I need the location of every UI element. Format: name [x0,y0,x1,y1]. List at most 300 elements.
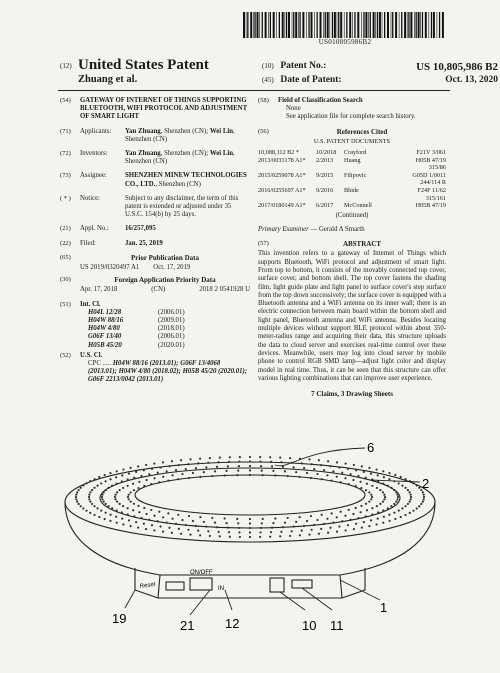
perforation-dot [407,503,409,505]
perforation-dot [260,465,262,467]
perforation-dot [311,463,313,465]
perforation-dot [116,501,118,503]
int-cl-item [88,317,250,325]
perforation-dot [359,481,361,483]
perforation-dot [88,498,90,500]
header-code-10: (10) [262,62,274,70]
int-cl-class: H04W 4/80 [88,325,120,333]
ref-date: 2/2013 [316,156,334,164]
perforation-dot [195,525,197,527]
perforation-dot [395,501,397,503]
perforation-dot [85,482,87,484]
foreign-country: (CN) [151,286,166,294]
perforation-dot [122,468,124,470]
perforation-dot [350,519,352,521]
perforation-dot [111,507,113,509]
perforation-dot [269,536,271,538]
perforation-dot [371,513,373,515]
code-30: (30) [60,276,71,284]
perforation-dot [151,524,153,526]
perforation-dot [284,521,286,523]
perforation-dot [306,472,308,474]
perforation-dot [299,476,301,478]
abstract-text: This invention refers to a gateway of Internet of Things which supports Bluetooth, WiFi protocol and adjustment of smart light. From top to bottom, it consists of the movably connected top cover, surface cover, and bottom shell. The top cover fastens the shading film, light guide plate and light panel to surface cover's step surface from the top down successively; the surface cover is equipped with a Bluetooth antenna and a WiFi antenna on its inner wall; there is an electric connection between main board within the bottom shell and light panel, Bluetooth antenna and WiFi antenna. Besides locating multiple devices without support BLE protocol within about 350-meter-radius range and acquiring their data, this structure uploads the data to cloud server and exercises real-time control over these devices. Meanwhile, users may log into cloud server by mobile phone to control RGB SMD lamp—adjust light color and display model in real time. Thus, it can be seen that this structure can offer various lighting combinations that can improve user experience. [258,250,446,382]
ref-class: 315/86 [428,164,446,172]
barcode-bar [306,12,307,38]
barcode-bar [379,12,381,38]
perforation-dot [107,487,109,489]
perforation-dot [114,498,116,500]
perforation-dot [327,532,329,534]
perforation-dot [227,465,229,467]
barcode-bar [373,12,375,38]
barcode-bar [250,12,252,38]
perforation-dot [100,509,102,511]
perforation-dot [78,489,80,491]
barcode-bar [257,12,259,38]
applicants-label: Applicants: [80,127,112,135]
barcode-bar [293,12,294,38]
classification-label: Field of Classification Search [278,97,363,104]
perforation-dot [199,458,201,460]
perforation-dot [98,476,100,478]
perforation-dot [352,479,354,481]
perforation-dot [127,478,129,480]
perforation-dot [153,462,155,464]
perforation-dot [377,518,379,520]
callout-number: 12 [225,616,240,631]
perforation-dot [181,519,183,521]
barcode-bar [295,12,297,38]
perforation-dot [122,505,124,507]
assignee-field [60,172,250,188]
abstract-field [258,240,446,398]
perforation-dot [280,461,282,463]
ref-name: McConnell [344,202,372,210]
int-cl-class: G06F 13/40 [88,333,122,341]
perforation-dot [192,520,194,522]
barcode-bar [323,12,324,38]
barcode-bar [344,12,345,38]
perforation-dot [368,491,370,493]
perforation-dot [133,503,135,505]
perforation-dot [80,487,82,489]
ref-number: 2015/0259078 A1* [258,171,306,179]
reset-label: Reset [139,581,156,590]
barcode-bar [361,12,362,38]
perforation-dot [365,515,367,517]
perforation-dot [178,464,180,466]
perforation-dot [368,525,370,527]
perforation-dot [103,491,105,493]
perforation-dot [347,468,349,470]
perforation-dot [121,511,123,513]
perforation-dot [321,514,323,516]
perforation-dot [398,509,400,511]
callout-number: 19 [112,611,127,626]
perforation-dot [361,527,363,529]
perforation-dot [115,476,117,478]
perforation-dot [171,518,173,520]
ref-class: F21V 3/061 [416,149,446,157]
inventor-short: Zhuang et al. [78,74,138,85]
int-cl-item [88,333,250,341]
perforation-dot [171,532,173,534]
perforation-dot [289,457,291,459]
perforation-dot [116,491,118,493]
barcode-bar [437,12,438,38]
left-column [60,97,250,391]
code-56: (56) [258,127,269,135]
perforation-dot [239,456,241,458]
perforation-dot [116,482,118,484]
perforation-dot [261,522,263,524]
examiner-field [258,226,446,234]
perforation-dot [301,462,303,464]
perforation-dot [357,475,359,477]
ref-class: F24F 11/62 [417,186,446,194]
perforation-dot [167,480,169,482]
perforation-dot [320,464,322,466]
perforation-dot [329,465,331,467]
perforation-dot [180,533,182,535]
perforation-dot [271,527,273,529]
perforation-dot [209,535,211,537]
perforation-dot [289,535,291,537]
notice-field [60,195,250,220]
perforation-dot [262,474,264,476]
perforation-dot [422,491,424,493]
barcode-bar [262,12,263,38]
barcode-bar [392,12,393,38]
perforation-dot [249,527,251,529]
perforation-dot [331,512,333,514]
perforation-dot [355,507,357,509]
perforation-dot [382,491,384,493]
perforation-dot [360,487,362,489]
header-rule [58,90,450,91]
barcode-bar [334,12,336,38]
barcode [243,12,447,38]
barcode-bar [352,12,353,38]
perforation-dot [293,466,295,468]
perforation-dot [227,527,229,529]
perforation-dot [135,471,137,473]
ref-number: 2017/0180149 A1* [258,202,306,210]
inventor-2: Wei Lin [209,150,234,158]
patent-no-row [262,61,498,73]
perforation-dot [150,509,152,511]
perforation-dot [229,456,231,458]
perforation-dot [100,482,102,484]
perforation-dot [75,496,77,498]
callout-number: 21 [180,618,195,633]
perforation-dot [199,516,201,518]
perforation-dot [387,485,389,487]
perforation-dot [148,473,150,475]
perforation-dot [105,503,107,505]
perforation-dot [216,526,218,528]
perforation-dot [400,516,402,518]
perforation-dot [207,462,209,464]
perforation-dot [76,501,78,503]
barcode-bar [425,12,427,38]
perforation-dot [260,527,262,529]
prior-pub-date: Oct. 17, 2019 [153,264,191,272]
perforation-dot [310,477,312,479]
perforation-dot [409,512,411,514]
code-73: (73) [60,172,71,180]
perforation-dot [390,487,392,489]
barcode-bar [276,12,277,38]
perforation-dot [171,460,173,462]
perforation-dot [355,485,357,487]
perforation-dot [104,474,106,476]
perforation-dot [310,515,312,517]
code-71: (71) [60,127,71,135]
barcode-bar [365,12,367,38]
perforation-dot [133,515,135,517]
perforation-dot [303,525,305,527]
perforation-dot [316,519,318,521]
perforation-dot [371,496,373,498]
code-22: (22) [60,239,71,247]
perforation-dot [396,498,398,500]
perforation-dot [371,485,373,487]
perforation-dot [361,465,363,467]
perforation-dot [269,456,271,458]
perforation-dot [291,530,293,532]
us-docs-head: U.S. PATENT DOCUMENTS [313,137,391,145]
appl-no: 16/257,095 [125,225,156,233]
perforation-dot [313,524,315,526]
barcode-bar [404,12,406,38]
callout-number: 10 [302,618,317,633]
int-cl-year: (2020.01) [158,341,185,349]
perforation-dot [116,509,118,511]
perforation-dot [109,472,111,474]
perforation-dot [299,534,301,536]
perforation-dot [132,509,134,511]
perforation-dot [238,465,240,467]
perforation-dot [178,528,180,530]
perforation-dot [203,471,205,473]
perforation-dot [101,496,103,498]
barcode-bar [332,12,333,38]
barcode-bar [401,12,402,38]
perforation-dot [105,480,107,482]
perforation-dot [203,521,205,523]
perforation-dot [393,512,395,514]
barcode-bar [387,12,389,38]
perforation-dot [345,529,347,531]
perforation-dot [327,460,329,462]
perforation-dot [236,518,238,520]
perforation-dot [331,480,333,482]
perforation-dot [270,531,272,533]
perforation-dot [122,523,124,525]
perforation-dot [274,517,276,519]
perforation-dot [177,478,179,480]
assignee-location: , Shenzhen (CN) [155,180,201,188]
barcode-bar [327,12,329,38]
perforation-dot [370,498,372,500]
perforation-dot [177,514,179,516]
perforation-dot [114,496,116,498]
perforation-dot [308,458,310,460]
perforation-dot [138,511,140,513]
perforation-dot [188,515,190,517]
perforation-dot [195,467,197,469]
perforation-dot [228,531,230,533]
perforation-dot [116,470,118,472]
perforation-dot [214,521,216,523]
perforation-dot [382,501,384,503]
ref-name: Crayford [344,149,367,157]
perforation-dot [168,465,170,467]
perforation-dot [348,483,350,485]
perforation-dot [308,533,310,535]
perforation-dot [137,527,139,529]
barcode-bar [325,12,326,38]
examiner-name: — Gerald A Smarth [310,225,365,233]
perforation-dot [388,472,390,474]
ref-class: H05B 47/19 [415,156,446,164]
perforation-dot [89,480,91,482]
perforation-dot [336,531,338,533]
perforation-dot [132,483,134,485]
int-cl-class: H04W 88/16 [88,317,124,325]
code-57: (57) [258,240,269,248]
perforation-dot [382,509,384,511]
ref-class: 244/114 R [420,179,446,187]
perforation-dot [272,522,274,524]
perforation-dot [416,484,418,486]
perforation-dot [370,494,372,496]
perforation-dot [137,487,139,489]
perforation-dot [127,485,129,487]
classification-none: None [286,105,301,113]
us-cl-field [60,352,250,385]
perforation-dot [311,529,313,531]
device-drawing [40,440,480,660]
perforation-dot [214,470,216,472]
perforation-dot [166,470,168,472]
barcode-bar [422,12,423,38]
foreign-priority-field [60,276,250,294]
perforation-dot [168,527,170,529]
perforation-dot [148,519,150,521]
barcode-bar [433,12,435,38]
ref-name [344,164,388,172]
header-code-45: (45) [262,76,274,84]
perforation-dot [209,457,211,459]
perforation-dot [423,496,425,498]
int-cl-item [88,342,250,350]
examiner-label: Primary Examiner [258,225,309,233]
cpc-text: H04W 88/16 (2013.01); G06F 13/4068 (2013.01); H04W 4/80 (2018.02); H05B 45/20 (2020.01); G06F 2213/0042 (2013.01) [88,360,248,384]
perforation-dot [329,527,331,529]
ref-date: 10/2018 [316,149,337,157]
ref-number [258,164,316,172]
perforation-dot [140,475,142,477]
perforation-dot [130,491,132,493]
barcode-bar [268,12,269,38]
perforation-dot [384,496,386,498]
barcode-bar [382,12,383,38]
code-72: (72) [60,150,71,158]
barcode-bar [414,12,415,38]
applicants-value [125,128,250,144]
applicant-tail: , Shenzhen (CN) [125,127,235,143]
header-code-12: (12) [60,62,72,70]
perforation-dot [336,476,338,478]
perforation-dot [143,523,145,525]
perforation-dot [98,516,100,518]
perforation-dot [96,484,98,486]
ref-class: 315/161 [425,194,446,202]
perforation-dot [279,535,281,537]
perforation-dot [270,461,272,463]
perforation-dot [197,530,199,532]
ref-class: H05B 47/19 [415,202,446,210]
barcode-bar [259,12,260,38]
perforation-dot [236,474,238,476]
ref-date [316,164,344,172]
perforation-dot [199,476,201,478]
prior-pub-field [60,254,250,272]
barcode-bar [349,12,351,38]
perforation-dot [205,466,207,468]
perforation-dot [397,496,399,498]
callout-number: 2 [422,476,430,491]
perforation-dot [153,477,155,479]
continued-note: (Continued) [335,211,369,219]
perforation-dot [390,505,392,507]
perforation-dot [153,529,155,531]
perforation-dot [162,461,164,463]
perforation-dot [382,470,384,472]
perforation-dot [109,478,111,480]
int-cl-item [88,325,250,333]
perforation-dot [336,461,338,463]
invention-title: GATEWAY OF INTERNET OF THINGS SUPPORTING BLUETOOTH, WIFI PROTOCOL AND ADJUSTMENT OF SMART LIGHT [80,97,248,121]
perforation-dot [219,535,221,537]
perforation-dot [423,498,425,500]
applicant-sep: , Shenzhen (CN); [160,127,210,135]
perforation-dot [89,491,91,493]
perforation-dot [394,518,396,520]
int-cl-list [88,309,250,350]
perforation-dot [332,470,334,472]
perforation-dot [355,523,357,525]
filed-field [60,240,250,248]
perforation-dot [336,516,338,518]
reference-row [258,202,446,210]
perforation-dot [412,482,414,484]
perforation-dot [133,489,135,491]
perforation-dot [116,522,118,524]
perforation-dot [366,509,368,511]
perforation-dot [128,494,130,496]
barcode-bar [420,12,421,38]
barcode-bar [354,12,355,38]
barcode-bar [299,12,300,38]
foreign-priority-head: Foreign Application Priority Data [114,276,216,285]
perforation-dot [318,459,320,461]
perforation-dot [382,522,384,524]
barcode-bar [429,12,430,38]
